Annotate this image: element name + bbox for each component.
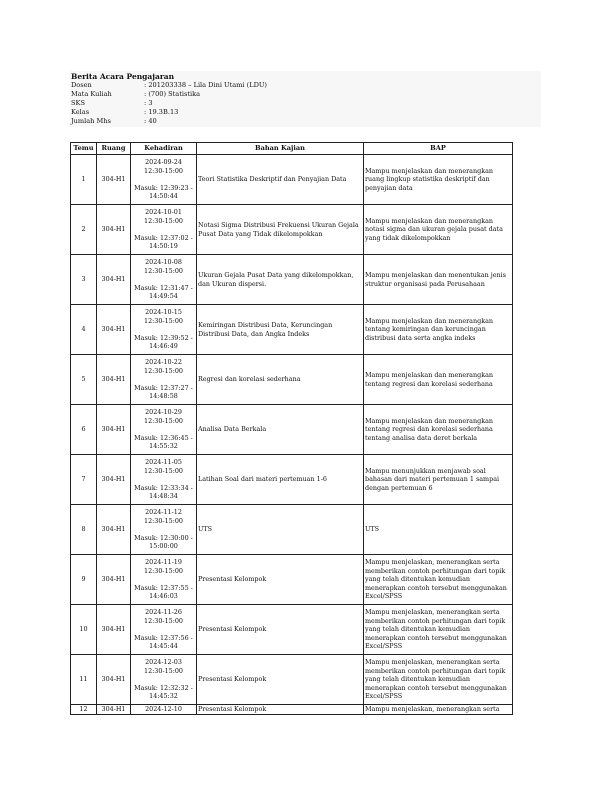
table-row xyxy=(71,255,513,305)
meta-value: : (700) Statistika xyxy=(144,90,201,98)
kehadiran-masuk: Masuk: 12:37:56 - 14:45:44 xyxy=(134,633,193,651)
kehadiran-date: 2024-10-15 xyxy=(145,308,182,317)
cell-bahan-kajian: Presentasi Kelompok xyxy=(197,605,364,655)
cell-kehadiran xyxy=(131,355,197,405)
col-header-ruang: Ruang xyxy=(97,143,131,155)
table-row xyxy=(71,405,513,455)
cell-bahan-kajian: Presentasi Kelompok xyxy=(197,555,364,605)
cell-bap: Mampu menunjukkan menjawab soal bahasan dari materi pertemuan 1 sampai dengan pertemuan 6 xyxy=(364,455,513,505)
kehadiran-masuk: Masuk: 12:36:45 - 14:55:32 xyxy=(134,433,193,451)
table-row xyxy=(71,705,513,715)
kehadiran-date: 2024-11-12 xyxy=(145,508,182,517)
cell-kehadiran xyxy=(131,555,197,605)
kehadiran-spacer xyxy=(132,476,195,484)
cell-ruang: 304-H1 xyxy=(97,405,131,455)
meta-label: Mata Kuliah xyxy=(71,90,112,98)
col-header-bap: BAP xyxy=(364,143,513,155)
cell-bahan-kajian: Regresi dan korelasi sederhana xyxy=(197,355,364,405)
document-title: Berita Acara Pengajaran xyxy=(71,72,175,81)
kehadiran-time: 12:30-15:00 xyxy=(144,366,183,375)
kehadiran-spacer xyxy=(132,226,195,234)
kehadiran-spacer xyxy=(132,676,195,684)
meta-value: : 201203338 – Lila Dini Utami (LDU) xyxy=(144,81,267,89)
cell-ruang: 304-H1 xyxy=(97,455,131,505)
cell-ruang: 304-H1 xyxy=(97,155,131,205)
cell-ruang: 304-H1 xyxy=(97,205,131,255)
kehadiran-masuk: Masuk: 12:31:47 - 14:49:54 xyxy=(134,283,193,301)
cell-bahan-kajian: Notasi Sigma Distribusi Frekuensi Ukuran Gejala Pusat Data yang Tidak dikelompokkan xyxy=(197,205,364,255)
cell-temu: 4 xyxy=(71,305,97,355)
kehadiran-spacer xyxy=(132,376,195,384)
cell-ruang: 304-H1 xyxy=(97,655,131,705)
kehadiran-masuk: Masuk: 12:37:55 - 14:46:03 xyxy=(134,583,193,601)
cell-temu: 6 xyxy=(71,405,97,455)
kehadiran-time: 12:30-15:00 xyxy=(144,516,183,525)
cell-temu: 1 xyxy=(71,155,97,205)
cell-bahan-kajian: Ukuran Gejala Pusat Data yang dikelompokkan, dan Ukuran dispersi. xyxy=(197,255,364,305)
cell-temu: 2 xyxy=(71,205,97,255)
table-row xyxy=(71,455,513,505)
kehadiran-date: 2024-10-29 xyxy=(145,408,182,417)
kehadiran-time: 12:30-15:00 xyxy=(144,666,183,675)
kehadiran-date: 2024-12-03 xyxy=(145,658,182,667)
table-header-row xyxy=(71,143,513,155)
cell-kehadiran xyxy=(131,155,197,205)
kehadiran-time: 12:30-15:00 xyxy=(144,416,183,425)
table-row xyxy=(71,205,513,255)
cell-temu: 12 xyxy=(71,705,97,715)
meta-label: Jumlah Mhs xyxy=(71,117,111,125)
kehadiran-time: 12:30-15:00 xyxy=(144,316,183,325)
kehadiran-date: 2024-11-26 xyxy=(145,608,182,617)
cell-kehadiran xyxy=(131,405,197,455)
kehadiran-spacer xyxy=(132,326,195,334)
table-row xyxy=(71,555,513,605)
meta-label: SKS xyxy=(71,99,85,107)
cell-temu: 9 xyxy=(71,555,97,605)
cell-kehadiran xyxy=(131,305,197,355)
cell-ruang: 304-H1 xyxy=(97,555,131,605)
cell-ruang: 304-H1 xyxy=(97,505,131,555)
cell-bap: Mampu menjelaskan dan menerangkan notasi sigma dan ukuran gejala pusat data yang tidak dikelompokkan xyxy=(364,205,513,255)
meta-value: : 40 xyxy=(144,117,157,125)
cell-bahan-kajian: Kemiringan Distribusi Data, Keruncingan Distribusi Data, dan Angka Indeks xyxy=(197,305,364,355)
cell-bahan-kajian: Latihan Soal dari materi pertemuan 1-6 xyxy=(197,455,364,505)
cell-bap: Mampu menjelaskan, menerangkan serta memberikan contoh perhitungan dari topik yang telah ditentukan kemudian menerapkan contoh tersebut menggunakan Excel/SPSS xyxy=(364,605,513,655)
meta-value: : 3 xyxy=(144,99,153,107)
kehadiran-spacer xyxy=(132,276,195,284)
cell-temu: 3 xyxy=(71,255,97,305)
cell-kehadiran xyxy=(131,505,197,555)
cell-bap: Mampu menjelaskan dan menerangkan tentang kemiringan dan keruncingan distribusi data serta angka indeks xyxy=(364,305,513,355)
cell-bap: Mampu menjelaskan dan menerangkan tentang regresi dan korelasi sederhana tentang analisa data deret berkala xyxy=(364,405,513,455)
meta-value: : 19.3B.13 xyxy=(144,108,179,116)
kehadiran-masuk: Masuk: 12:33:34 - 14:48:34 xyxy=(134,483,193,501)
cell-bap: Mampu menjelaskan, menerangkan serta memberikan contoh perhitungan dari topik yang telah ditentukan kemudian menerapkan contoh tersebut menggunakan Excel/SPSS xyxy=(364,555,513,605)
table-row xyxy=(71,505,513,555)
cell-temu: 10 xyxy=(71,605,97,655)
table-row xyxy=(71,355,513,405)
meta-label: Dosen xyxy=(71,81,92,89)
cell-temu: 8 xyxy=(71,505,97,555)
cell-bap: Mampu menjelaskan, menerangkan serta memberikan contoh perhitungan dari topik yang telah ditentukan kemudian menerapkan contoh tersebut menggunakan Excel/SPSS xyxy=(364,655,513,705)
col-header-kehadiran: Kehadiran xyxy=(131,143,197,155)
cell-bap: Mampu menjelaskan dan menentukan jenis struktur organisasi pada Perusahaan xyxy=(364,255,513,305)
table-row xyxy=(71,655,513,705)
cell-bahan-kajian: Presentasi Kelompok xyxy=(197,655,364,705)
cell-bahan-kajian: UTS xyxy=(197,505,364,555)
cell-ruang: 304-H1 xyxy=(97,305,131,355)
cell-temu: 5 xyxy=(71,355,97,405)
cell-bap: UTS xyxy=(364,505,513,555)
kehadiran-date: 2024-09-24 xyxy=(145,158,182,167)
cell-bahan-kajian: Analisa Data Berkala xyxy=(197,405,364,455)
kehadiran-time: 12:30-15:00 xyxy=(144,466,183,475)
table-row xyxy=(71,605,513,655)
kehadiran-masuk: Masuk: 12:30:00 - 15:00:00 xyxy=(134,533,193,551)
kehadiran-date: 2024-11-05 xyxy=(145,458,182,467)
kehadiran-masuk: Masuk: 12:32:32 - 14:45:32 xyxy=(134,683,193,701)
kehadiran-masuk: Masuk: 12:39:23 - 14:50:44 xyxy=(134,183,193,201)
kehadiran-masuk: Masuk: 12:37:02 - 14:50:19 xyxy=(134,233,193,251)
meta-label: Kelas xyxy=(71,108,90,116)
attendance-table xyxy=(70,142,513,715)
kehadiran-masuk: Masuk: 12:39:52 - 14:46:49 xyxy=(134,333,193,351)
cell-kehadiran xyxy=(131,205,197,255)
kehadiran-time: 12:30-15:00 xyxy=(144,166,183,175)
kehadiran-time: 12:30-15:00 xyxy=(144,566,183,575)
kehadiran-date: 2024-10-22 xyxy=(145,358,182,367)
cell-bahan-kajian: Presentasi Kelompok xyxy=(197,705,364,715)
cell-ruang: 304-H1 xyxy=(97,605,131,655)
cell-kehadiran xyxy=(131,655,197,705)
kehadiran-date: 2024-11-19 xyxy=(145,558,182,567)
kehadiran-spacer xyxy=(132,426,195,434)
cell-bap: Mampu menjelaskan dan menerangkan tentang regresi dan korelasi sederhana xyxy=(364,355,513,405)
cell-bap: Mampu menjelaskan dan menerangkan ruang lingkup statistika deskriptif dan penyajian data xyxy=(364,155,513,205)
kehadiran-spacer xyxy=(132,176,195,184)
cell-ruang: 304-H1 xyxy=(97,355,131,405)
kehadiran-time: 12:30-15:00 xyxy=(144,266,183,275)
kehadiran-time: 12:30-15:00 xyxy=(144,616,183,625)
cell-kehadiran xyxy=(131,455,197,505)
kehadiran-spacer xyxy=(132,626,195,634)
cell-temu: 11 xyxy=(71,655,97,705)
table-row xyxy=(71,155,513,205)
cell-bap: Mampu menjelaskan, menerangkan serta xyxy=(364,705,513,715)
table-row xyxy=(71,305,513,355)
cell-kehadiran xyxy=(131,605,197,655)
cell-ruang: 304-H1 xyxy=(97,255,131,305)
cell-bahan-kajian: Teori Statistika Deskriptif dan Penyajian Data xyxy=(197,155,364,205)
col-header-bahan-kajian: Bahan Kajian xyxy=(197,143,364,155)
cell-kehadiran xyxy=(131,255,197,305)
kehadiran-time: 12:30-15:00 xyxy=(144,216,183,225)
kehadiran-masuk: Masuk: 12:37:27 - 14:48:58 xyxy=(134,383,193,401)
kehadiran-date: 2024-10-08 xyxy=(145,258,182,267)
cell-kehadiran: 2024-12-10 xyxy=(131,705,197,715)
kehadiran-date: 2024-10-01 xyxy=(145,208,182,217)
kehadiran-spacer xyxy=(132,576,195,584)
kehadiran-spacer xyxy=(132,526,195,534)
col-header-temu: Temu xyxy=(71,143,97,155)
cell-ruang: 304-H1 xyxy=(97,705,131,715)
cell-temu: 7 xyxy=(71,455,97,505)
